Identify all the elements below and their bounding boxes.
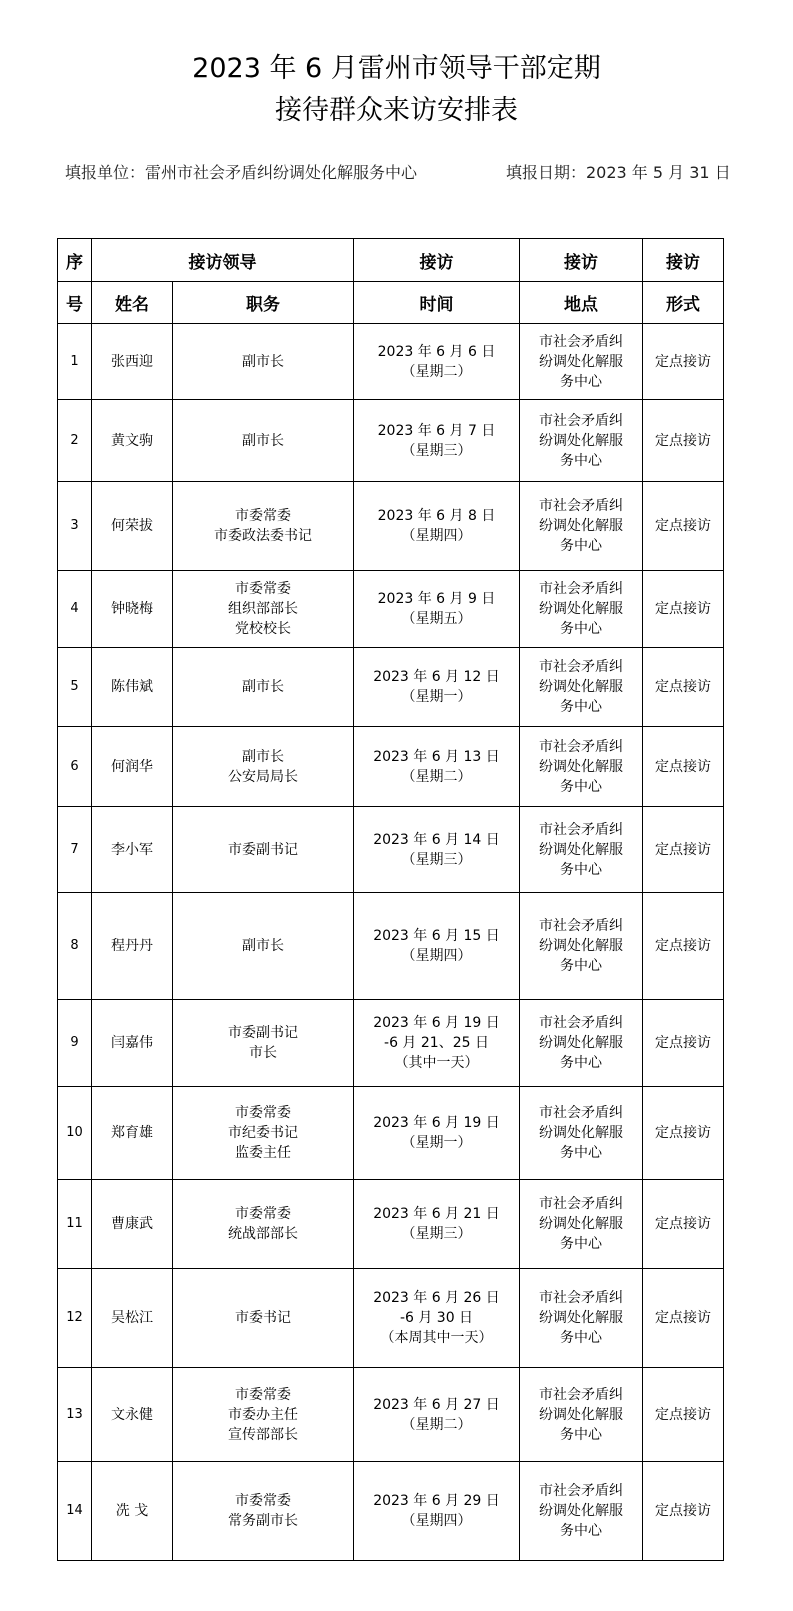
time-cell (354, 1269, 520, 1368)
header-name: 姓名 (92, 282, 173, 324)
position-cell-line: 市长 (249, 1045, 277, 1061)
time-cell-line: 2023 年 6 月 9 日 (377, 591, 496, 607)
page-title-line-2: 接待群众来访安排表 (275, 95, 518, 126)
time-cell-line: 2023 年 6 月 19 日 (373, 1015, 500, 1031)
form-cell: 定点接访 (643, 1269, 724, 1368)
place-cell-line: 纷调处化解服 (539, 841, 623, 858)
name-cell: 程丹丹 (92, 893, 173, 1000)
time-cell-line: （星期三） (401, 1226, 472, 1242)
name-cell: 郑育雄 (92, 1087, 173, 1180)
reception-schedule-table (57, 238, 724, 1561)
table-row (58, 1180, 724, 1269)
table-row (58, 1368, 724, 1462)
time-cell-line: （其中一天） (394, 1055, 479, 1071)
name-cell: 何荣拔 (92, 482, 173, 571)
place-cell-line: 务中心 (560, 1523, 602, 1539)
position-cell-line: 统战部部长 (228, 1226, 298, 1242)
table-row (58, 324, 724, 400)
position-cell-line: 副市长 (242, 938, 284, 954)
header-leader-group: 接访领导 (92, 239, 354, 282)
header-form-top: 接访 (643, 239, 724, 282)
place-cell (520, 807, 643, 893)
position-cell-line: 副市长 (242, 353, 284, 370)
name-cell: 吴松江 (92, 1269, 173, 1368)
table-row (58, 482, 724, 571)
position-cell-line: 副市长 (242, 679, 284, 695)
position-cell (173, 1462, 354, 1561)
name-cell: 陈伟斌 (92, 648, 173, 727)
position-cell-line: 市委书记 (235, 1310, 291, 1326)
name-cell: 黄文驹 (92, 400, 173, 482)
name-cell: 李小军 (92, 807, 173, 893)
time-cell-line: （星期一） (401, 689, 472, 705)
place-cell (520, 1368, 643, 1462)
place-cell (520, 482, 643, 571)
time-cell (354, 1000, 520, 1087)
seq-cell: 14 (58, 1462, 92, 1561)
position-cell-line: 常务副市长 (228, 1513, 298, 1529)
place-cell (520, 893, 643, 1000)
name-cell: 冼 戈 (92, 1462, 173, 1561)
place-cell-line: 纷调处化解服 (539, 353, 623, 370)
position-cell-line: 市委政法委书记 (214, 528, 312, 544)
time-cell (354, 1180, 520, 1269)
position-cell-line: 市纪委书记 (228, 1125, 298, 1141)
place-cell-line: 务中心 (560, 958, 602, 974)
time-cell-line: 2023 年 6 月 8 日 (377, 508, 496, 524)
time-cell-line: （星期五） (401, 611, 472, 627)
time-cell-line: （星期一） (401, 1135, 472, 1151)
time-cell (354, 648, 520, 727)
place-cell-line: 市社会矛盾纠 (539, 821, 623, 838)
place-cell-line: 务中心 (560, 1330, 602, 1346)
place-cell-line: 务中心 (560, 1426, 602, 1443)
form-cell: 定点接访 (643, 1462, 724, 1561)
position-cell (173, 571, 354, 648)
form-cell: 定点接访 (643, 482, 724, 571)
place-cell-line: 纷调处化解服 (539, 679, 623, 695)
place-cell-line: 务中心 (560, 699, 602, 715)
form-cell: 定点接访 (643, 807, 724, 893)
position-cell-line: 市委副书记 (228, 1025, 298, 1041)
form-cell: 定点接访 (643, 893, 724, 1000)
seq-cell: 3 (58, 482, 92, 571)
time-cell (354, 1368, 520, 1462)
seq-cell: 5 (58, 648, 92, 727)
time-cell (354, 324, 520, 400)
position-cell (173, 1368, 354, 1462)
time-cell (354, 727, 520, 807)
position-cell-line: 副市长 (242, 748, 284, 765)
position-cell (173, 648, 354, 727)
position-cell-line: 市委常委 (235, 581, 291, 597)
time-cell-line: 2023 年 6 月 6 日 (377, 343, 496, 360)
form-cell: 定点接访 (643, 1180, 724, 1269)
header-seq-top: 序 (58, 239, 92, 282)
form-cell: 定点接访 (643, 324, 724, 400)
place-cell (520, 1462, 643, 1561)
position-cell-line: 市委常委 (235, 508, 291, 524)
position-cell-line: 市委常委 (235, 1386, 291, 1403)
time-cell-line: 2023 年 6 月 14 日 (373, 831, 500, 848)
position-cell (173, 1000, 354, 1087)
position-cell (173, 727, 354, 807)
seq-cell: 12 (58, 1269, 92, 1368)
time-cell-line: （星期二） (401, 363, 472, 380)
seq-cell: 11 (58, 1180, 92, 1269)
name-cell: 钟晓梅 (92, 571, 173, 648)
place-cell-line: 纷调处化解服 (539, 758, 623, 775)
place-cell (520, 1269, 643, 1368)
place-cell-line: 市社会矛盾纠 (539, 659, 623, 675)
form-cell: 定点接访 (643, 1000, 724, 1087)
place-cell-line: 市社会矛盾纠 (539, 1196, 623, 1212)
name-cell: 闫嘉伟 (92, 1000, 173, 1087)
header-position: 职务 (173, 282, 354, 324)
place-cell-line: 纷调处化解服 (539, 601, 623, 617)
time-cell-line: 2023 年 6 月 29 日 (373, 1493, 500, 1509)
position-cell (173, 893, 354, 1000)
table-row (58, 1087, 724, 1180)
position-cell-line: 市委常委 (235, 1105, 291, 1121)
position-cell-line: 市委常委 (235, 1206, 291, 1222)
time-cell (354, 571, 520, 648)
place-cell (520, 1000, 643, 1087)
seq-cell: 6 (58, 727, 92, 807)
place-cell-line: 务中心 (560, 778, 602, 795)
seq-cell: 8 (58, 893, 92, 1000)
header-time-top: 接访 (354, 239, 520, 282)
header-place-bottom: 地点 (520, 282, 643, 324)
place-cell-line: 纷调处化解服 (539, 518, 623, 534)
form-cell: 定点接访 (643, 727, 724, 807)
name-cell: 何润华 (92, 727, 173, 807)
position-cell-line: 公安局局长 (228, 768, 298, 785)
place-cell-line: 务中心 (560, 452, 602, 469)
position-cell-line: 市委办主任 (228, 1406, 298, 1423)
time-cell-line: （星期三） (401, 442, 472, 459)
place-cell-line: 市社会矛盾纠 (539, 1386, 623, 1403)
position-cell (173, 324, 354, 400)
time-cell-line: 2023 年 6 月 13 日 (373, 748, 500, 765)
place-cell-line: 纷调处化解服 (539, 1125, 623, 1141)
position-cell (173, 1269, 354, 1368)
time-cell-line: （星期四） (401, 528, 472, 544)
form-cell: 定点接访 (643, 1087, 724, 1180)
header-time-bottom: 时间 (354, 282, 520, 324)
place-cell-line: 市社会矛盾纠 (539, 333, 623, 350)
reporting-unit: 填报单位：雷州市社会矛盾纠纷调处化解服务中心 (65, 163, 418, 182)
position-cell (173, 482, 354, 571)
place-cell-line: 务中心 (560, 861, 602, 878)
position-cell (173, 1180, 354, 1269)
place-cell-line: 市社会矛盾纠 (539, 581, 623, 597)
time-cell (354, 482, 520, 571)
place-cell-line: 纷调处化解服 (539, 938, 623, 954)
place-cell-line: 务中心 (560, 621, 602, 637)
form-cell: 定点接访 (643, 571, 724, 648)
place-cell-line: 市社会矛盾纠 (539, 412, 623, 429)
place-cell (520, 571, 643, 648)
table-row (58, 571, 724, 648)
place-cell-line: 纷调处化解服 (539, 432, 623, 449)
table-row (58, 1000, 724, 1087)
place-cell (520, 324, 643, 400)
header-seq-bottom: 号 (58, 282, 92, 324)
table-row (58, 893, 724, 1000)
place-cell (520, 648, 643, 727)
place-cell-line: 务中心 (560, 1145, 602, 1161)
time-cell-line: 2023 年 6 月 26 日 (373, 1290, 500, 1306)
seq-cell: 10 (58, 1087, 92, 1180)
time-cell-line: （星期四） (401, 1513, 472, 1529)
position-cell-line: 党校校长 (235, 621, 291, 637)
table-row (58, 727, 724, 807)
time-cell (354, 1087, 520, 1180)
place-cell-line: 纷调处化解服 (539, 1503, 623, 1519)
time-cell-line: 2023 年 6 月 27 日 (373, 1396, 500, 1413)
time-cell-line: -6 月 30 日 (399, 1310, 474, 1326)
name-cell: 张西迎 (92, 324, 173, 400)
place-cell (520, 1180, 643, 1269)
seq-cell: 1 (58, 324, 92, 400)
position-cell (173, 1087, 354, 1180)
position-cell (173, 807, 354, 893)
seq-cell: 4 (58, 571, 92, 648)
seq-cell: 2 (58, 400, 92, 482)
header-row-bottom (58, 282, 724, 324)
form-cell: 定点接访 (643, 1368, 724, 1462)
time-cell-line: （星期三） (401, 851, 472, 868)
header-place-top: 接访 (520, 239, 643, 282)
table-row (58, 1269, 724, 1368)
place-cell-line: 务中心 (560, 373, 602, 390)
time-cell (354, 893, 520, 1000)
time-cell-line: （星期四） (401, 948, 472, 964)
table-row (58, 648, 724, 727)
position-cell (173, 400, 354, 482)
time-cell-line: -6 月 21、25 日 (384, 1035, 489, 1051)
place-cell-line: 务中心 (560, 1236, 602, 1252)
form-cell: 定点接访 (643, 648, 724, 727)
time-cell-line: 2023 年 6 月 19 日 (373, 1115, 500, 1131)
place-cell-line: 务中心 (560, 1055, 602, 1071)
form-cell: 定点接访 (643, 400, 724, 482)
place-cell-line: 纷调处化解服 (539, 1310, 623, 1326)
position-cell-line: 监委主任 (235, 1145, 291, 1161)
time-cell-line: 2023 年 6 月 12 日 (373, 669, 500, 685)
time-cell-line: （本周其中一天） (380, 1330, 493, 1346)
position-cell-line: 宣传部部长 (228, 1426, 298, 1443)
position-cell-line: 市委副书记 (228, 841, 298, 858)
time-cell-line: （星期二） (401, 768, 472, 785)
place-cell (520, 727, 643, 807)
place-cell-line: 市社会矛盾纠 (539, 498, 623, 514)
table-row (58, 1462, 724, 1561)
seq-cell: 13 (58, 1368, 92, 1462)
place-cell-line: 纷调处化解服 (539, 1035, 623, 1051)
time-cell-line: 2023 年 6 月 7 日 (377, 422, 496, 439)
time-cell-line: 2023 年 6 月 21 日 (373, 1206, 500, 1222)
position-cell-line: 组织部部长 (228, 601, 298, 617)
position-cell-line: 副市长 (242, 432, 284, 449)
header-row-top (58, 239, 724, 282)
header-form-bottom: 形式 (643, 282, 724, 324)
time-cell (354, 1462, 520, 1561)
place-cell-line: 市社会矛盾纠 (539, 1290, 623, 1306)
place-cell-line: 市社会矛盾纠 (539, 918, 623, 934)
time-cell (354, 400, 520, 482)
place-cell-line: 纷调处化解服 (539, 1406, 623, 1423)
place-cell (520, 1087, 643, 1180)
position-cell-line: 市委常委 (235, 1493, 291, 1509)
name-cell: 文永健 (92, 1368, 173, 1462)
place-cell-line: 市社会矛盾纠 (539, 738, 623, 755)
place-cell (520, 400, 643, 482)
place-cell-line: 市社会矛盾纠 (539, 1105, 623, 1121)
page-title-line-1: 2023 年 6 月雷州市领导干部定期 (192, 53, 601, 84)
place-cell-line: 市社会矛盾纠 (539, 1015, 623, 1031)
reporting-date: 填报日期：2023 年 5 月 31 日 (506, 163, 731, 182)
place-cell-line: 市社会矛盾纠 (539, 1483, 623, 1499)
place-cell-line: 务中心 (560, 538, 602, 554)
time-cell (354, 807, 520, 893)
place-cell-line: 纷调处化解服 (539, 1216, 623, 1232)
name-cell: 曹康武 (92, 1180, 173, 1269)
table-row (58, 807, 724, 893)
seq-cell: 7 (58, 807, 92, 893)
time-cell-line: 2023 年 6 月 15 日 (373, 928, 500, 944)
seq-cell: 9 (58, 1000, 92, 1087)
table-body (58, 324, 724, 1561)
table-row (58, 400, 724, 482)
time-cell-line: （星期二） (401, 1416, 472, 1433)
